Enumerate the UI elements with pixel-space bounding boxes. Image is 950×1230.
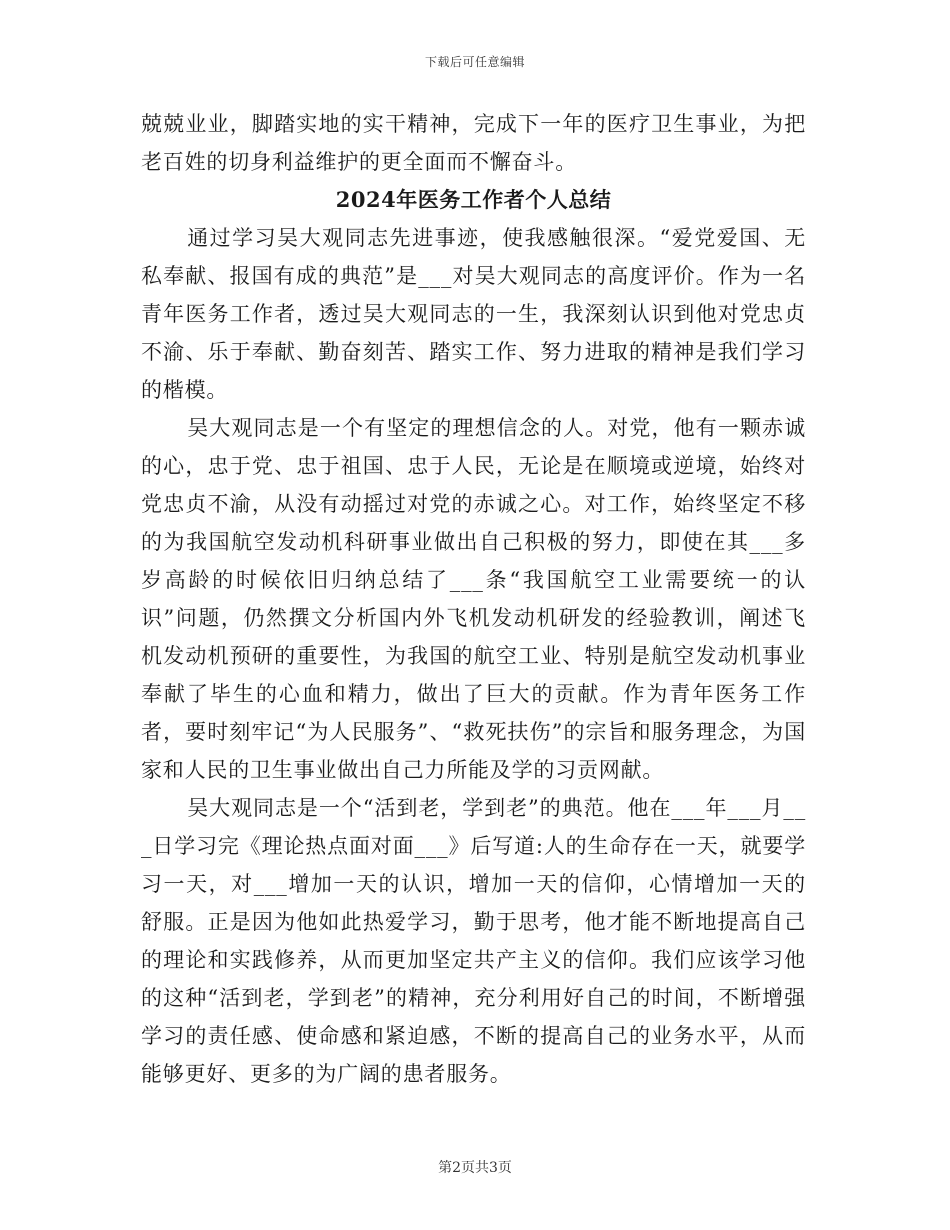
document-title: 2024年医务工作者个人总结 (335, 187, 612, 212)
lead-paragraph: 兢兢业业，脚踏实地的实干精神，完成下一年的医疗卫生事业，为把老百姓的切身利益维护的更全面而不懈奋斗。 (141, 112, 806, 174)
document-body (141, 105, 806, 1093)
page-header-note: 下载后可任意编辑 (424, 55, 525, 69)
body-paragraph-2: 吴大观同志是一个有坚定的理想信念的人。对党，他有一颗赤诚的心，忠于党、忠于祖国、忠于人民，无论是在顺境或逆境，始终对党忠贞不渝，从没有动摇过对党的赤诚之心。对工作，始终坚定不移的为我国航空发动机科研事业做出自己积极的努力，即使在其___多岁高龄的时候依旧归纳总结了___条“我国航空工业需要统一的认识”问题，仍然撰文分析国内外飞机发动机研发的经验教训，阐述飞机发动机预研的重要性，为我国的航空工业、特别是航空发动机事业奉献了毕生的心血和精力，做出了巨大的贡献。作为青年医务工作者，要时刻牢记“为人民服务”、“救死扶伤”的宗旨和服务理念，为国家和人民的卫生事业做出自己力所能及学的习贡网献。 (141, 416, 806, 782)
body-paragraph-1: 通过学习吴大观同志先进事迹，使我感触很深。“爱党爱国、无私奉献、报国有成的典范”是___对吴大观同志的高度评价。作为一名青年医务工作者，透过吴大观同志的一生，我深刻认识到他对党忠贞不渝、乐于奉献、勤奋刻苦、踏实工作、努力进取的精神是我们学习的楷模。 (141, 226, 806, 402)
page-number: 第2页共3页 (438, 1160, 512, 1176)
body-paragraph-3: 吴大观同志是一个“活到老，学到老”的典范。他在___年___月___日学习完《理论热点面对面___》后写道:人的生命存在一天，就要学习一天，对___增加一天的认识，增加一天的信仰，心情增加一天的舒服。正是因为他如此热爱学习，勤于思考，他才能不断地提高自己的理论和实践修养，从而更加坚定共产主义的信仰。我们应该学习他的这种“活到老，学到老”的精神，充分利用好自己的时间，不断增强学习的责任感、使命感和紧迫感，不断的提高自己的业务水平，从而能够更好、更多的为广阔的患者服务。 (141, 796, 806, 1086)
